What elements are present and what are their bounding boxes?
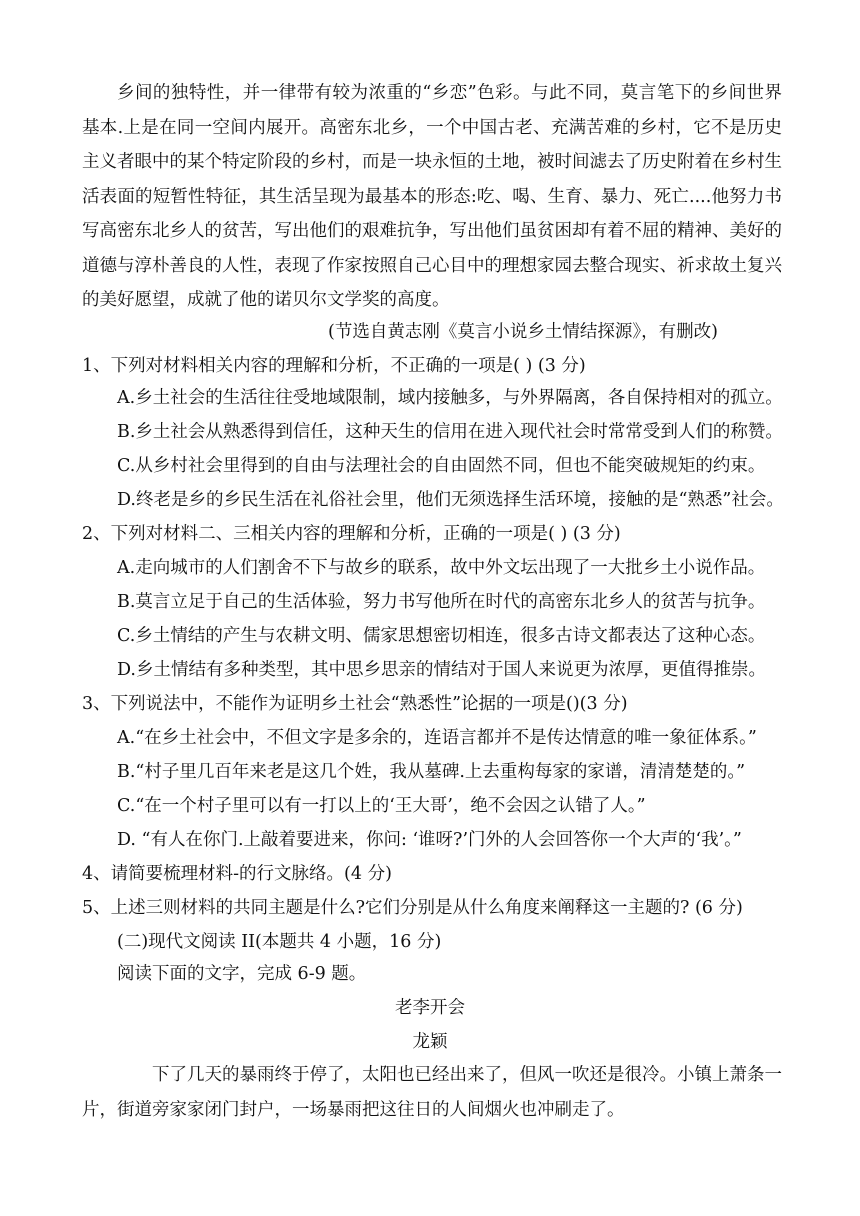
- question-3-option-c: C.“在一个村子里可以有一打以上的‘王大哥’，绝不会因之认错了人。”: [117, 796, 646, 816]
- story-title: 老李开会: [395, 998, 465, 1018]
- question-3-option-b: B.“村子里几百年来老是这几个姓，我从墓碑.上去重构每家的家谱，清清楚楚的。”: [117, 762, 746, 782]
- question-1-stem: 1、下列对材料相关内容的理解和分析，不正确的一项是( ) (3 分): [82, 356, 586, 376]
- question-1-option-d: D.终老是乡的乡民生活在礼俗社会里，他们无须选择生活环境，接触的是“熟悉”社会。: [117, 490, 784, 510]
- question-4-stem: 4、请简要梳理材料-的行文脉络。(4 分): [82, 864, 392, 884]
- reading-instruction: 阅读下面的文字，完成 6-9 题。: [117, 964, 367, 984]
- story-paragraph: 下了几天的暴雨终于停了，太阳也已经出来了，但风一吹还是很冷。小镇上萧条一片，街道旁家家闭门封户，一场暴雨把这往日的人间烟火也冲刷走了。: [82, 1065, 782, 1120]
- question-3-stem: 3、下列说法中，不能作为证明乡土社会“熟悉性”论据的一项是()(3 分): [82, 694, 628, 714]
- question-2-option-a: A.走向城市的人们割舍不下与故乡的联系，故中外文坛出现了一大批乡土小说作品。: [117, 558, 766, 578]
- story-author: 龙颖: [412, 1032, 448, 1052]
- intro-paragraph: 乡间的独特性，并一律带有较为浓重的“乡恋”色彩。与此不同，莫言笔下的乡间世界基本.上是在同一空间内展开。高密东北乡，一个中国古老、充满苦难的乡村，它不是历史主义者眼中的某个特定阶段的乡村，而是一块永恒的土地，被时间滤去了历史附着在乡村生活表面的短暂性特征，其生活呈现为最基本的形态:吃、喝、生育、暴力、死亡....他努力书写高密东北乡人的贫苦，写出他们的艰难抗争，写出他们虽贫困却有着不屈的精神、美好的道德与淳朴善良的人性，表现了作家按照自己心目中的理想家园去整合现实、祈求故土复兴的美好愿望，成就了他的诺贝尔文学奖的高度。: [82, 83, 782, 310]
- question-5-stem: 5、上述三则材料的共同主题是什么?它们分别是从什么角度来阐释这一主题的? (6 分): [82, 898, 743, 918]
- question-2-option-b: B.莫言立足于自己的生活体验，努力书写他所在时代的高密东北乡人的贫苦与抗争。: [117, 592, 766, 612]
- question-2-option-c: C.乡土情结的产生与农耕文明、儒家思想密切相连，很多古诗文都表达了这种心态。: [117, 626, 766, 646]
- question-3-option-a: A.“在乡土社会中，不但文字是多余的，连语言都并不是传达情意的唯一象征体系。”: [117, 728, 757, 748]
- question-3-option-d: D. “有人在你门.上敲着要进来，你问: ‘谁呀?’门外的人会回答你一个大声的‘我’。”: [117, 830, 742, 850]
- question-2-stem: 2、下列对材料二、三相关内容的理解和分析，正确的一项是( ) (3 分): [82, 524, 621, 544]
- question-1-option-c: C.从乡村社会里得到的自由与法理社会的自由固然不同，但也不能突破规矩的约束。: [117, 456, 766, 476]
- question-1-option-b: B.乡土社会从熟悉得到信任，这种天生的信用在进入现代社会时常常受到人们的称赞。: [117, 422, 783, 442]
- source-citation: (节选自黄志刚《莫言小说乡土情结探源》，有删改): [328, 322, 718, 342]
- section-heading: (二)现代文阅读 II(本题共 4 小题，16 分): [117, 932, 442, 952]
- question-2-option-d: D.乡土情结有多种类型，其中思乡思亲的情结对于国人来说更为浓厚，更值得推崇。: [117, 660, 766, 680]
- question-1-option-a: A.乡土社会的生活往往受地域限制，域内接触多，与外界隔离，各自保持相对的孤立。: [117, 388, 783, 408]
